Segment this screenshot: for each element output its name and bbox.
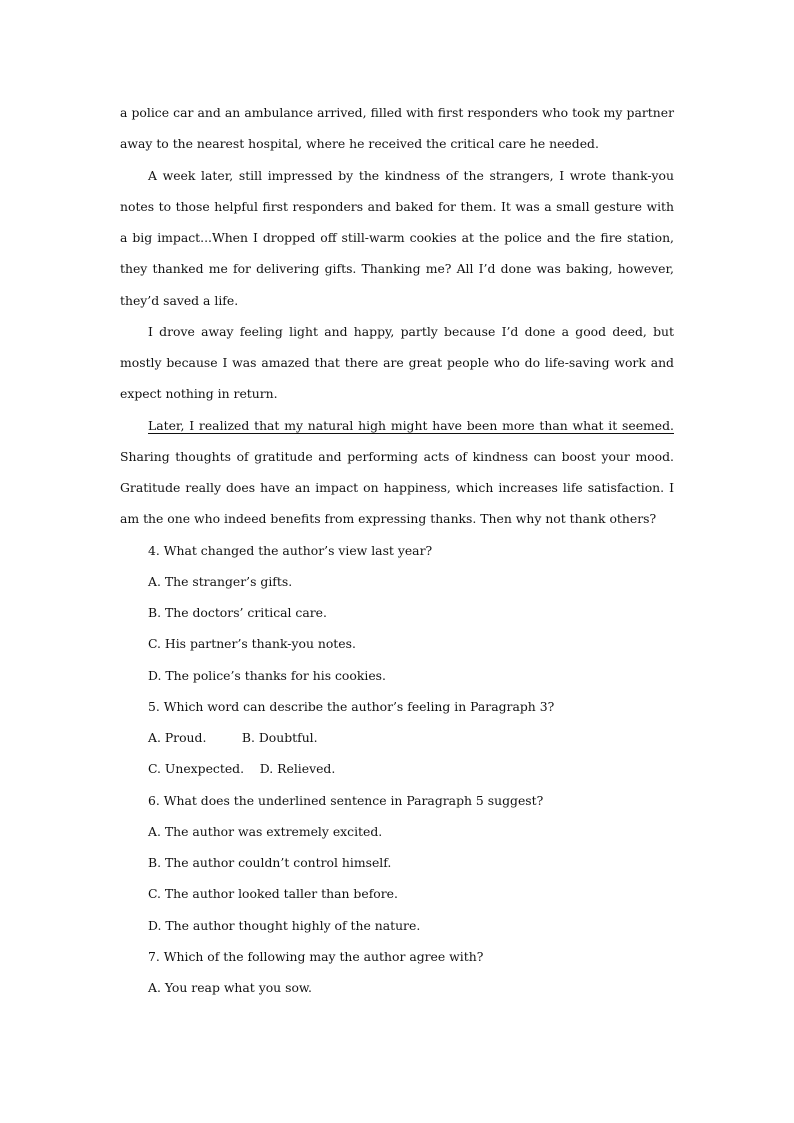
question-4-option-d: D. The police’s thanks for his cookies. xyxy=(148,667,386,683)
question-4-option-b: B. The doctors’ critical care. xyxy=(148,605,327,620)
question-4-option-c: C. His partner’s thank-you notes. xyxy=(148,636,356,652)
question-4: 4. What changed the author’s view last year? xyxy=(148,542,433,558)
question-6-option-a: A. The author was extremely excited. xyxy=(148,823,383,839)
question-7-option-a: A. You reap what you sow. xyxy=(148,980,312,995)
paragraph-continuation: a police car and an ambulance arrived, filled with first responders who took my partner away to the nearest hospital, where he received the critical care he needed. xyxy=(120,105,674,152)
document-page xyxy=(120,97,674,1003)
question-5-options-ab: A. Proud. B. Doubtful. xyxy=(148,730,318,745)
question-4-option-a: A. The stranger’s gifts. xyxy=(148,573,293,589)
question-6: 6. What does the underlined sentence in Paragraph 5 suggest? xyxy=(148,792,544,808)
question-5-options-cd: C. Unexpected. D. Relieved. xyxy=(148,761,336,777)
underlined-sentence: Later, I realized that my natural high might have been more than what it seemed. xyxy=(148,417,674,433)
question-7: 7. Which of the following may the author agree with? xyxy=(148,948,484,964)
paragraph-gratitude-rest: Sharing thoughts of gratitude and performing acts of kindness can boost your mood. Gratitude really does have an impact on happiness, which increases life satisfaction. I am the one who indeed benefits from expressing thanks. Then why not thank others? xyxy=(120,448,674,527)
paragraph-feeling-happy: I drove away feeling light and happy, partly because I’d done a good deed, but mostly because I was amazed that there are great people who do life-saving work and expect nothing in return. xyxy=(120,323,674,402)
paragraph-gratitude xyxy=(120,410,674,535)
paragraph-thank-you-notes: A week later, still impressed by the kindness of the strangers, I wrote thank-you notes to those helpful first responders and baked for them. It was a small gesture with a big impact...When I dropped off still-warm cookies at the police and the fire station, they thanked me for delivering gifts. Thanking me? All I’d done was baking, however, they’d saved a life. xyxy=(120,167,674,308)
question-6-option-b: B. The author couldn’t control himself. xyxy=(148,855,392,870)
question-6-option-c: C. The author looked taller than before. xyxy=(148,886,398,902)
question-6-option-d: D. The author thought highly of the nature. xyxy=(148,917,421,933)
question-5: 5. Which word can describe the author’s feeling in Paragraph 3? xyxy=(148,698,555,714)
